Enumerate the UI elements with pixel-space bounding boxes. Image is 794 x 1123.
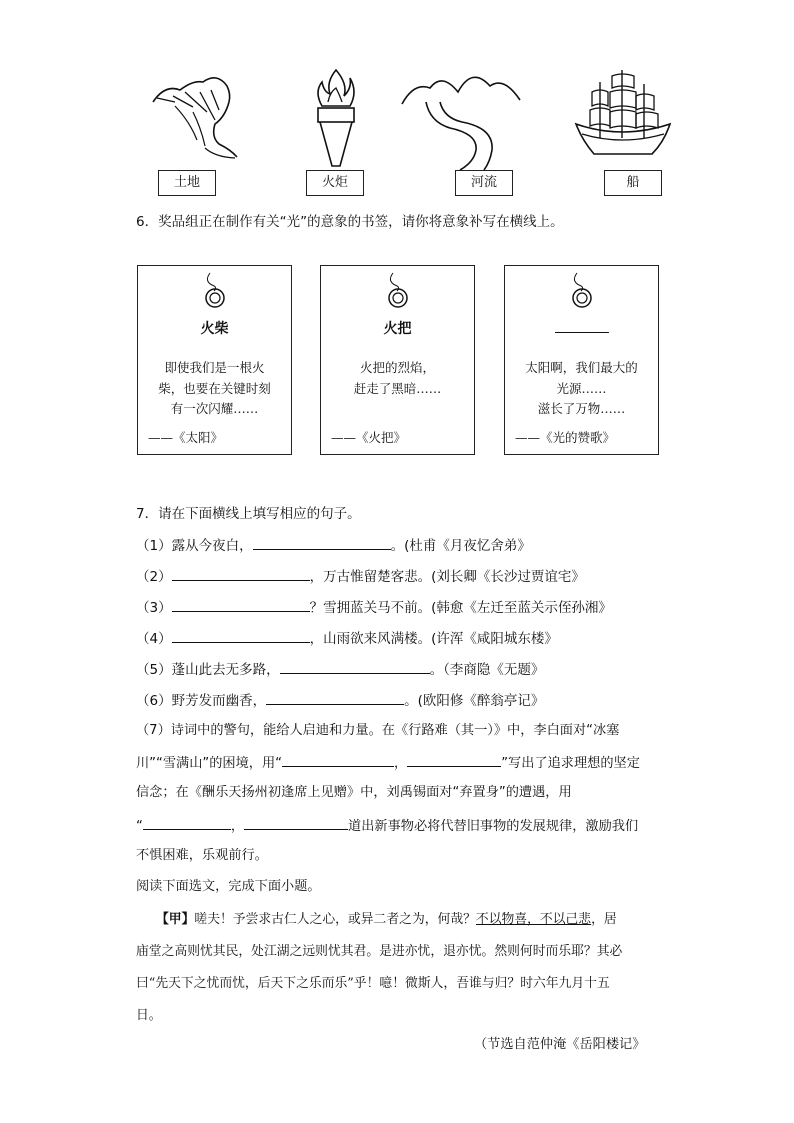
question-7-heading: 7．请在下面横线上填写相应的句子。 [136, 506, 361, 522]
answer-blank[interactable] [172, 597, 310, 612]
question-6: 6．奖品组正在制作有关“光”的意象的书签，请你将意象补写在横线上。 [136, 214, 564, 230]
bookmark-card-3 [504, 265, 659, 455]
q7-item-pre: （5）蓬山此去无多路， [136, 662, 280, 678]
q7-item-pre: （4） [136, 631, 172, 647]
ring-icon [385, 271, 411, 309]
bookmark-title: 火柴 [200, 321, 229, 337]
q7-item-7-line-3: 信念；在《酬乐天扬州初逢席上见赠》中，刘禹锡面对“弃置身”的遭遇，用 [136, 785, 572, 800]
bookmark-source: ——《太阳》 [148, 430, 224, 445]
poem-line: 火把的烈焰， [359, 360, 435, 375]
bookmark-source: ——《光的赞歌》 [515, 430, 616, 445]
q7-item-pre: （1）露从今夜白， [136, 538, 253, 554]
q7-item-post: ？雪拥蓝关马不前。(韩愈《左迁至蓝关示侄孙湘》 [309, 600, 612, 616]
poem-line: 即使我们是一根火 [164, 360, 265, 375]
ship-icon [572, 62, 672, 170]
text-fragment: ， [230, 819, 245, 834]
picture-label-ship: 船 [604, 170, 662, 196]
answer-blank[interactable] [253, 535, 391, 550]
q7-item-2 [136, 566, 585, 587]
q7-item-pre: （3） [136, 600, 172, 616]
q7-item-5 [136, 659, 544, 680]
q7-item-7-line-1: （7）诗词中的警句，能给人启迪和力量。在《行路难（其一）》中，李白面对“冰塞 [136, 723, 620, 738]
answer-blank[interactable] [282, 752, 394, 767]
poem-line: 滋长了万物…… [537, 401, 626, 416]
q7-item-7-line-4 [136, 815, 638, 837]
q7-item-7-line-2 [136, 752, 640, 774]
q7-item-7-line-5: 不惧困难，乐观前行。 [136, 848, 268, 863]
text-fragment: 川”“雪满山”的困境，用“ [136, 756, 283, 771]
ring-icon [202, 271, 228, 309]
passage-tag: 【甲】 [156, 912, 195, 927]
poem-line: 光源…… [556, 380, 607, 396]
q7-item-post: 。(欧阳修《醉翁亭记》 [404, 693, 545, 709]
q7-item-pre: （6）野芳发而幽香， [136, 693, 267, 709]
passage-text: ，居 [591, 912, 617, 927]
q7-item-3 [136, 597, 612, 618]
bookmark-card-2 [320, 265, 475, 455]
q7-item-1 [136, 535, 531, 556]
bookmark-poem [321, 358, 474, 399]
answer-blank[interactable] [143, 815, 231, 830]
answer-blank[interactable] [407, 752, 501, 767]
answer-blank[interactable] [266, 690, 404, 705]
ring-icon [569, 271, 595, 309]
torch-icon [306, 62, 366, 172]
passage-text: 嗟夫！予尝求古仁人之心，或异二者之为，何哉？ [194, 912, 476, 927]
bookmark-title-blank[interactable] [555, 332, 609, 333]
q7-item-post: 。（李商隐《无题》 [429, 662, 545, 678]
q7-item-post: 。(杜甫《月夜忆舍弟》 [390, 538, 531, 554]
text-fragment: “ [136, 819, 143, 834]
answer-blank[interactable] [172, 566, 310, 581]
passage-line [136, 910, 664, 930]
passage-line: 曰“先天下之忧而忧，后天下之乐而乐”乎！噫！微斯人，吾谁与归？时六年九月十五 [136, 976, 610, 991]
river-icon [400, 62, 525, 170]
q7-item-4 [136, 628, 558, 649]
picture-label-land: 土地 [158, 170, 216, 196]
poem-line: 柴，也要在关键时刻 [158, 380, 271, 396]
bookmark-title: 火把 [383, 321, 412, 337]
passage-source: （节选自范仲淹《岳阳楼记》 [474, 1037, 646, 1052]
poem-line: 有一次闪耀…… [170, 401, 259, 416]
reading-instruction: 阅读下面选文，完成下面小题。 [136, 879, 321, 894]
land-icon [145, 62, 240, 162]
poem-line: 赶走了黑暗…… [353, 380, 442, 396]
text-fragment: ”写出了追求理想的坚定 [501, 756, 640, 771]
picture-label-torch: 火炬 [306, 170, 364, 196]
answer-blank[interactable] [172, 628, 310, 643]
text-fragment: 道出新事物必将代替旧事物的发展规律，激励我们 [348, 819, 639, 834]
reading-passage [136, 910, 664, 1026]
passage-line: 日。 [136, 1008, 162, 1023]
text-fragment: ， [394, 756, 408, 771]
bookmark-source: ——《火把》 [331, 430, 407, 445]
passage-line: 庙堂之高则忧其民，处江湖之远则忧其君。是进亦忧，退亦忧。然则何时而乐耶？其必 [136, 944, 623, 959]
bookmark-poem [138, 358, 291, 420]
picture-label-river: 河流 [455, 170, 513, 196]
q7-item-post: ，山雨欲来风满楼。(许浑《咸阳城东楼》 [309, 631, 558, 647]
answer-blank[interactable] [244, 815, 348, 830]
answer-blank[interactable] [280, 659, 430, 674]
q7-item-pre: （2） [136, 569, 172, 585]
underlined-sentence: 不以物喜，不以己悲 [475, 912, 592, 927]
poem-line: 太阳啊，我们最大的 [525, 360, 638, 375]
q7-item-6 [136, 690, 544, 711]
bookmark-card-1 [137, 265, 292, 455]
bookmark-poem [505, 358, 658, 420]
q7-item-post: ，万古惟留楚客悲。(刘长卿《长沙过贾谊宅》 [309, 569, 585, 585]
